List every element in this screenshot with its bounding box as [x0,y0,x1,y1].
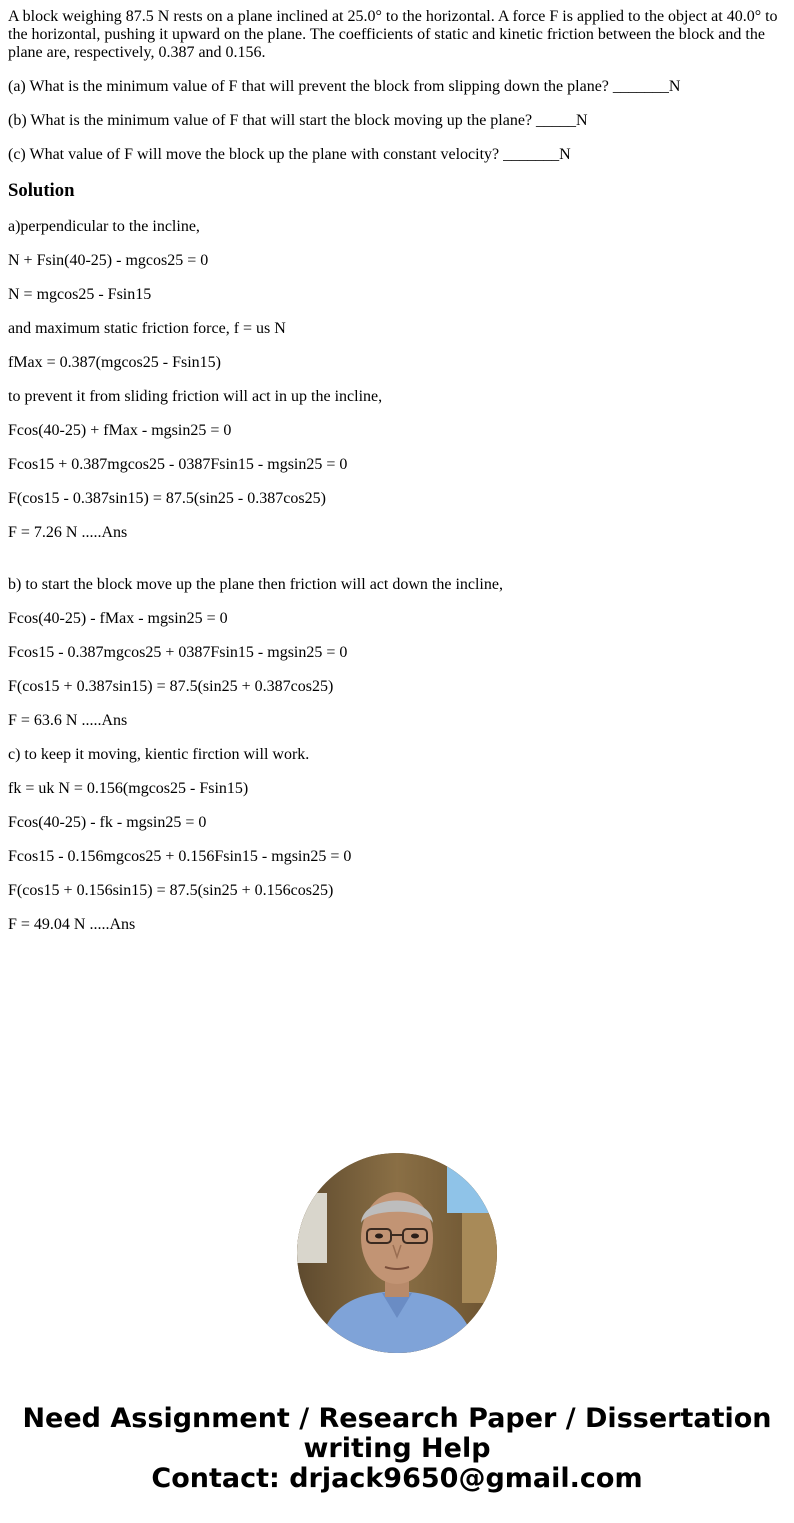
avatar-portrait [297,1153,497,1353]
document-body [8,8,786,950]
solution-line: Fcos15 + 0.387mgcos25 - 0387Fsin15 - mgsin25 = 0 [8,456,348,473]
solution-line: F(cos15 + 0.387sin15) = 87.5(sin25 + 0.387cos25) [8,678,334,695]
solution-line: to prevent it from sliding friction will act in up the incline, [8,388,383,405]
promo-contact: Contact: drjack9650@gmail.com [151,1463,643,1494]
solution-line: Fcos(40-25) - fMax - mgsin25 = 0 [8,610,228,627]
solution-line: and maximum static friction force, f = us N [8,320,286,337]
promo-line-2: writing Help [303,1433,491,1464]
question-part-c: (c) What value of F will move the block up the plane with constant velocity? _______N [8,146,571,163]
solution-line: fMax = 0.387(mgcos25 - Fsin15) [8,354,222,371]
question-intro: A block weighing 87.5 N rests on a plane inclined at 25.0° to the horizontal. A force F is applied to the object at 40.0° to the horizontal, pushing it upward on the plane. The coefficients of static and kinetic friction between the block and the plane are, respectively, 0.387 and 0.156. [8,8,778,61]
solution-line: fk = uk N = 0.156(mgcos25 - Fsin15) [8,780,249,797]
solution-line: b) to start the block move up the plane then friction will act down the incline, [8,576,503,593]
solution-part-a [8,218,786,542]
solution-line: N + Fsin(40-25) - mgcos25 = 0 [8,252,209,269]
solution-line: Fcos15 - 0.156mgcos25 + 0.156Fsin15 - mgsin25 = 0 [8,848,352,865]
solution-answer-c: F = 49.04 N .....Ans [8,916,136,933]
promo-banner [0,1404,794,1494]
solution-line: N = mgcos25 - Fsin15 [8,286,152,303]
solution-line: F(cos15 - 0.387sin15) = 87.5(sin25 - 0.387cos25) [8,490,326,507]
section-spacer [8,558,786,576]
solution-line: c) to keep it moving, kientic firction will work. [8,746,310,763]
solution-answer-b: F = 63.6 N .....Ans [8,712,128,729]
solution-part-bc [8,576,786,934]
promo-line-1: Need Assignment / Research Paper / Dissertation [22,1403,772,1434]
solution-answer-a: F = 7.26 N .....Ans [8,524,128,541]
question-part-a: (a) What is the minimum value of F that will prevent the block from slipping down the plane? _______N [8,78,681,95]
solution-line: F(cos15 + 0.156sin15) = 87.5(sin25 + 0.156cos25) [8,882,334,899]
solution-line: Fcos(40-25) + fMax - mgsin25 = 0 [8,422,232,439]
solution-heading: Solution [8,180,75,201]
solution-line: Fcos(40-25) - fk - mgsin25 = 0 [8,814,207,831]
question-part-b: (b) What is the minimum value of F that will start the block moving up the plane? _____N [8,112,588,129]
solution-line: Fcos15 - 0.387mgcos25 + 0387Fsin15 - mgsin25 = 0 [8,644,348,661]
solution-line: a)perpendicular to the incline, [8,218,200,235]
author-avatar [297,1153,497,1353]
